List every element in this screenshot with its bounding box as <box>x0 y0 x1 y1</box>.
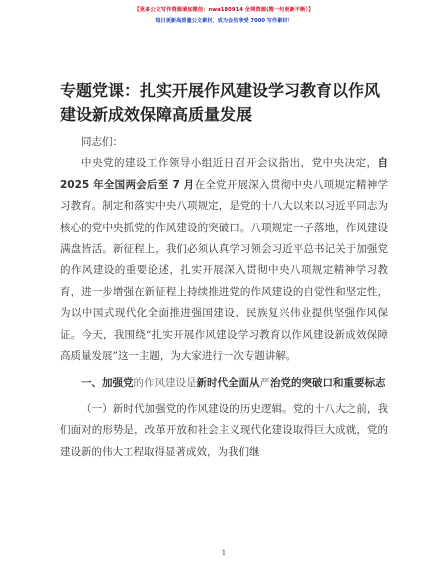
promo-banner <box>0 0 448 24</box>
paragraph-intro-emphasis: 自 2025 年全国两会后至 7 月 <box>60 157 388 191</box>
document-body <box>60 132 388 463</box>
paragraph-intro <box>60 153 388 367</box>
paragraph-subsection-1: （一）新时代加强党的作风建设的历史逻辑。党的十八大之前，我们面对的形势是，改革开放和社会主义现代化建设取得巨大成就，党的建设新的伟大工程取得显著成效，为我们继 <box>60 402 388 458</box>
heading-part: 新 <box>196 377 207 390</box>
banner-line-1: 【更多公文写作资源请加微信：nwa180914 全网资源(搜一句更新不断）】 <box>134 7 314 13</box>
heading-part: 严 <box>259 377 270 390</box>
page-number: 1 <box>221 549 227 557</box>
paragraph-intro-text-2: 在全党开展深入贯彻中央八项规定精神学习教育。制定和落实中央八项规定，是党的十八大以来以习近平同志为核心的党中央抓党的作风建设的突破口。八项规定一子落地，作风建设满盘皆活。新征程上，我们必须认真学习领会习近平总书记关于加强党的作风建设的重要论述，扎实开展深入贯彻中央八项规定精神学习教育，进一步增强在新征程上持续推进党的作风建设的自觉性和坚定性，为以中国式现代化全面推进强国建设、民族复兴伟业提供坚强作风保证。今天，我围绕“扎实开展作风建设学习教育以作风建设新成效保障高质量发展”这一主题，为大家进行一次专题讲解。 <box>60 178 389 363</box>
banner-line-2: 每日更新高质量公文素材，成为会员享受 7000 写作素材！ <box>155 18 293 24</box>
heading-part: 时代全面从 <box>207 377 260 390</box>
paragraph-intro-text-1: 中央党的建设工作领导小组近日召开会议指出，党中央决定， <box>81 157 378 170</box>
heading-part: 党 <box>123 377 134 390</box>
heading-part: 的作风建设是 <box>133 377 197 390</box>
section-heading-1 <box>60 373 388 394</box>
document-title: 专题党课：扎实开展作风建设学习教育以作风建设新成效保障高质量发展 <box>60 81 381 124</box>
greeting: 同志们： <box>81 136 123 148</box>
heading-part: 一、加强 <box>81 377 123 390</box>
heading-part: 治党的突破口和重要标志 <box>270 377 386 390</box>
